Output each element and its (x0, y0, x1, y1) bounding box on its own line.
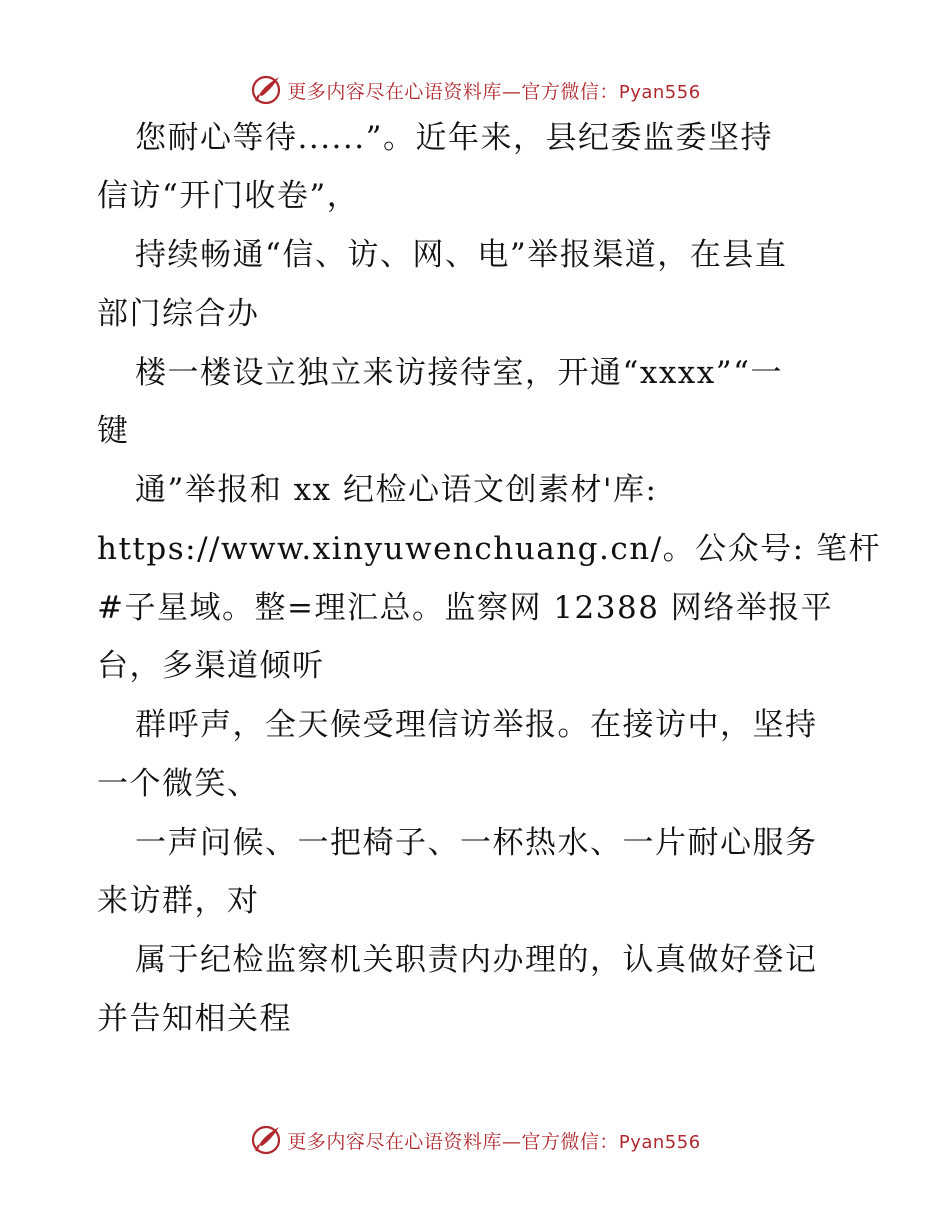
body-line: 信访“开门收卷”， (97, 178, 360, 214)
wechat-id: Pyan556 (618, 81, 701, 103)
body-line: #子星域。整=理汇总。监察网 12388 网络举报平 (97, 590, 834, 626)
banner-text: 更多内容尽在心语资料库—官方微信：Pyan556 (287, 1130, 701, 1153)
body-line: 台，多渠道倾听 (97, 648, 325, 684)
body-line: 部门综合办 (97, 296, 260, 332)
body-line: 楼一楼设立独立来访接待室，开通“xxxx”“一 (135, 355, 783, 391)
body-line: https://www.xinyuwenchuang.cn/。公众号: 笔杆 (97, 531, 881, 567)
quill-pen-logo-icon (249, 73, 283, 107)
quill-pen-logo-icon (249, 1123, 283, 1157)
body-line: 来访群，对 (97, 883, 260, 919)
wechat-id: Pyan556 (618, 1131, 701, 1153)
body-line: 通”举报和 xx 纪检心语文创素材'库: (135, 472, 658, 508)
body-line: 键 (97, 413, 130, 449)
body-line: 持续畅通“信、访、网、电”举报渠道，在县直 (135, 237, 788, 273)
body-line: 并告知相关程 (97, 1001, 292, 1037)
footer-banner (0, 1122, 950, 1158)
body-line: 群呼声，全天候受理信访举报。在接访中，坚持 (135, 707, 818, 743)
body-line: 一个微笑、 (97, 766, 260, 802)
body-line: 一声问候、一把椅子、一杯热水、一片耐心服务 (135, 825, 818, 861)
body-line: 属于纪检监察机关职责内办理的，认真做好登记 (135, 942, 818, 978)
header-banner (0, 72, 950, 108)
body-line: 您耐心等待......”。近年来，县纪委监委坚持 (135, 120, 773, 156)
banner-text: 更多内容尽在心语资料库—官方微信：Pyan556 (287, 80, 701, 103)
